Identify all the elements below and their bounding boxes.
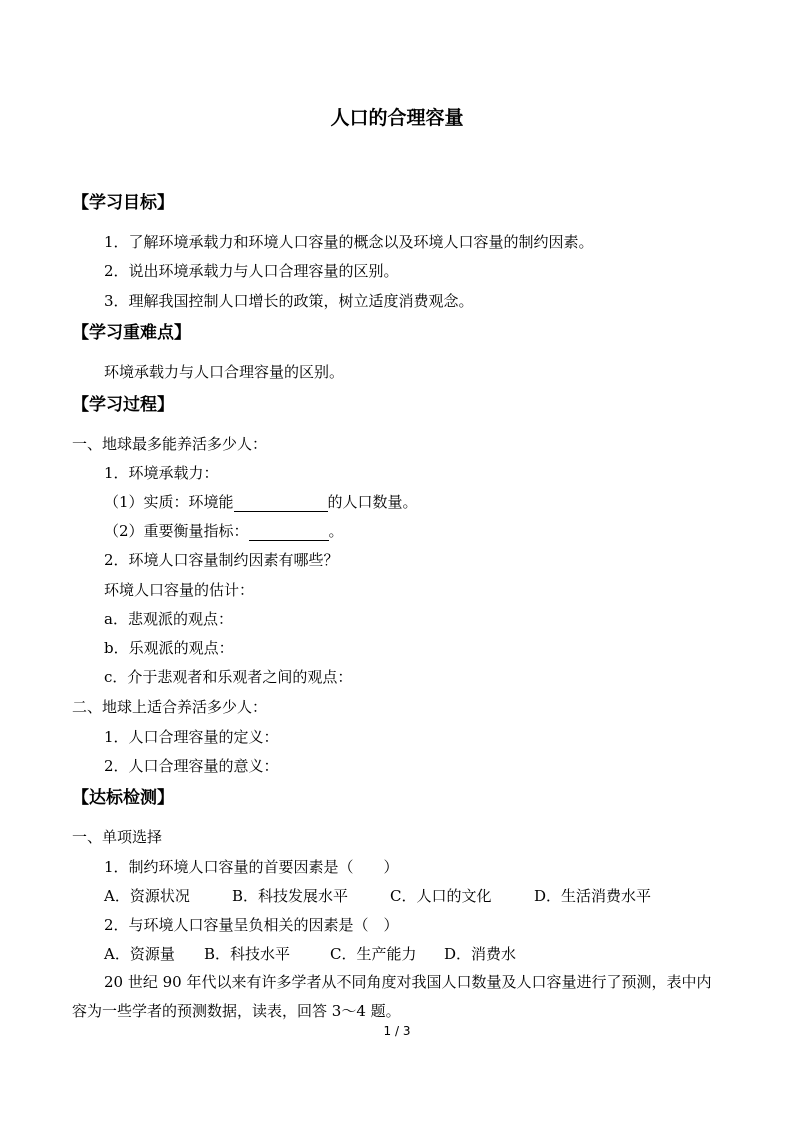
process-q1b-suffix: 。 <box>328 522 344 540</box>
section-heading-key-points: 【学习重难点】 <box>72 323 191 343</box>
process-estimate-a: a．悲观派的观点： <box>104 610 233 628</box>
test-q1-option-a: A．资源状况 <box>104 887 190 905</box>
section-heading-process: 【学习过程】 <box>72 395 174 415</box>
process-part-2: 二、地球上适合养活多少人： <box>72 698 268 716</box>
test-q1-option-b: B．科技发展水平 <box>232 887 349 905</box>
test-q2-option-b: B．科技水平 <box>204 945 291 963</box>
process-estimate-c: c．介于悲观者和乐观者之间的观点： <box>104 668 353 686</box>
page-number: 1 / 3 <box>383 1024 411 1038</box>
process-q2: 2．环境人口容量制约因素有哪些？ <box>104 551 339 569</box>
section-heading-goals: 【学习目标】 <box>72 193 174 213</box>
goal-item-2: 2．说出环境承载力与人口合理容量的区别。 <box>104 262 399 280</box>
test-q2-option-d: D．消费水 <box>444 945 517 963</box>
test-q1-option-c: C．人口的文化 <box>390 887 492 905</box>
process-part2-q2: 2．人口合理容量的意义： <box>104 757 279 775</box>
process-q1b <box>104 521 344 541</box>
process-q1: 1．环境承载力： <box>104 464 219 482</box>
process-q1a-prefix: （1）实质：环境能 <box>104 493 234 511</box>
answer-blank[interactable] <box>249 524 329 541</box>
process-estimate: 环境人口容量的估计： <box>104 581 255 599</box>
answer-blank[interactable] <box>234 495 328 512</box>
process-q1b-prefix: （2）重要衡量指标： <box>104 522 249 540</box>
process-q1a-suffix: 的人口数量。 <box>327 493 418 511</box>
page-title: 人口的合理容量 <box>330 107 464 129</box>
goal-item-1: 1．了解环境承载力和环境人口容量的概念以及环境人口容量的制约因素。 <box>104 233 594 251</box>
process-part-1: 一、地球最多能养活多少人： <box>72 435 268 453</box>
process-q1a <box>104 492 418 512</box>
test-q2-option-c: C．生产能力 <box>330 945 417 963</box>
test-table-intro: 20 世纪 90 年代以来有许多学者从不同角度对我国人口数量及人口容量进行了预测，表中内容为一些学者的预测数据，读表，回答 3～4 题。 <box>72 973 712 1020</box>
process-part2-q1: 1．人口合理容量的定义： <box>104 728 279 746</box>
test-q1: 1．制约环境人口容量的首要因素是（ ） <box>104 858 399 876</box>
process-estimate-b: b．乐观派的观点： <box>104 639 234 657</box>
key-points-text: 环境承载力与人口合理容量的区别。 <box>104 363 345 381</box>
test-q2-option-a: A．资源量 <box>104 945 175 963</box>
goal-item-3: 3．理解我国控制人口增长的政策，树立适度消费观念。 <box>104 292 474 310</box>
test-q2: 2．与环境人口容量呈负相关的因素是（ ） <box>104 916 399 934</box>
section-heading-test: 【达标检测】 <box>72 788 174 808</box>
test-q1-option-d: D．生活消费水平 <box>534 887 652 905</box>
test-part-1: 一、单项选择 <box>72 828 163 846</box>
